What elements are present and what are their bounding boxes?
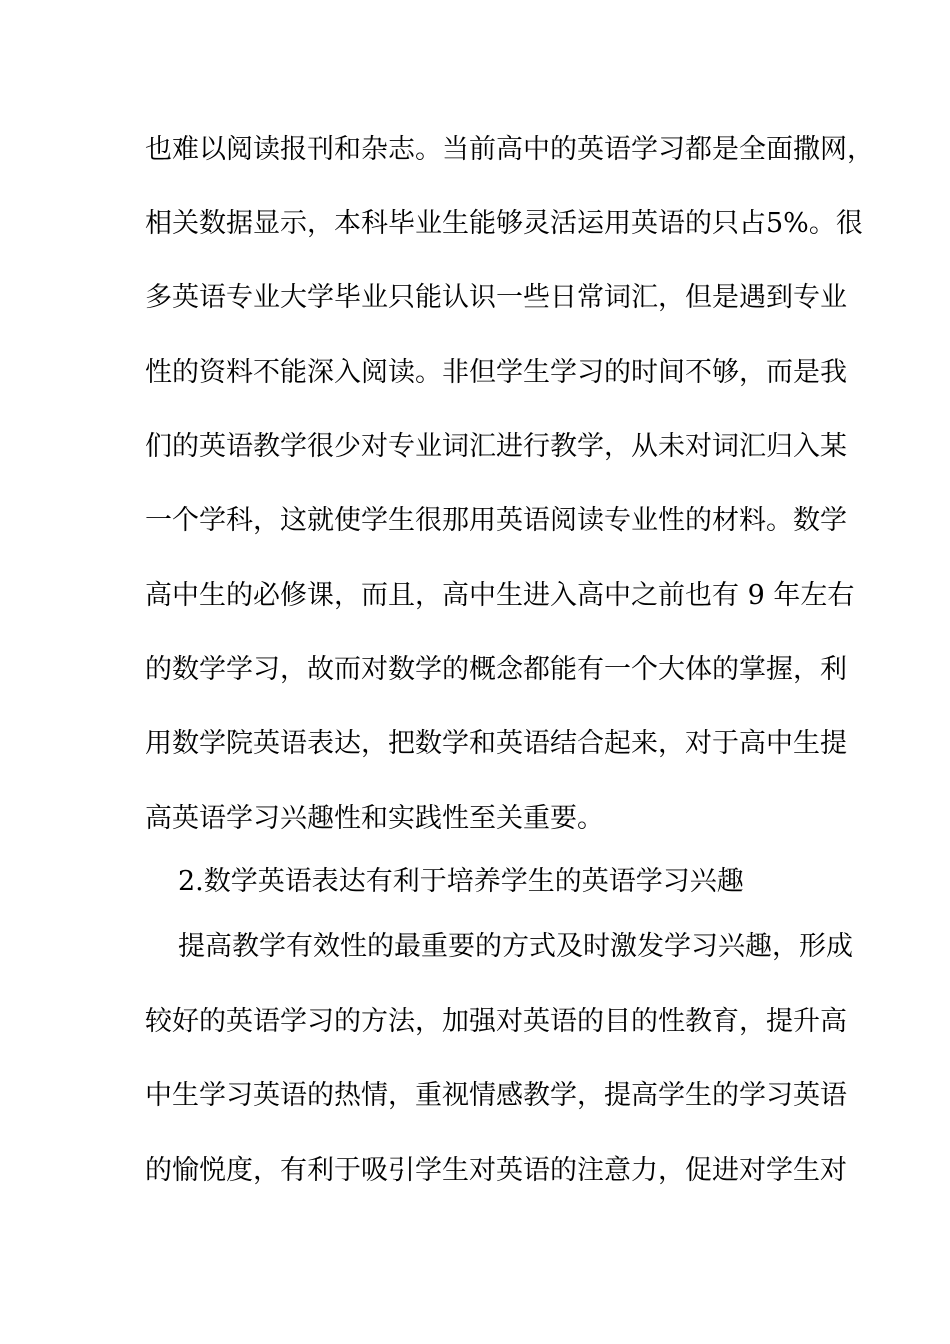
paragraph-line: 相关数据显示，本科毕业生能够灵活运用英语的只占5%。很 bbox=[145, 208, 863, 239]
paragraph-line: 的数学学习，故而对数学的概念都能有一个大体的掌握，利 bbox=[145, 654, 847, 685]
paragraph-line: 们的英语教学很少对专业词汇进行教学，从未对词汇归入某 bbox=[145, 431, 847, 462]
paragraph-line: 中生学习英语的热情，重视情感教学，提高学生的学习英语 bbox=[145, 1080, 847, 1111]
paragraph-line: 高中生的必修课，而且，高中生进入高中之前也有 9 年左右 bbox=[145, 580, 855, 611]
paragraph-line: 一个学科，这就使学生很那用英语阅读专业性的材料。数学 bbox=[145, 505, 847, 536]
paragraph-line: 提高教学有效性的最重要的方式及时激发学习兴趣，形成 bbox=[178, 931, 853, 962]
paragraph-line: 多英语专业大学毕业只能认识一些日常词汇，但是遇到专业 bbox=[145, 282, 847, 313]
paragraph-line: 也难以阅读报刊和杂志。当前高中的英语学习都是全面撒网， bbox=[145, 134, 874, 165]
paragraph-line: 较好的英语学习的方法，加强对英语的目的性教育，提升高 bbox=[145, 1006, 847, 1037]
section-heading: 2.数学英语表达有利于培养学生的英语学习兴趣 bbox=[178, 866, 744, 897]
paragraph-line: 性的资料不能深入阅读。非但学生学习的时间不够，而是我 bbox=[145, 357, 847, 388]
paragraph-line: 高英语学习兴趣性和实践性至关重要。 bbox=[145, 803, 604, 834]
paragraph-line: 的愉悦度，有利于吸引学生对英语的注意力，促进对学生对 bbox=[145, 1155, 847, 1186]
paragraph-line: 用数学院英语表达，把数学和英语结合起来，对于高中生提 bbox=[145, 728, 847, 759]
